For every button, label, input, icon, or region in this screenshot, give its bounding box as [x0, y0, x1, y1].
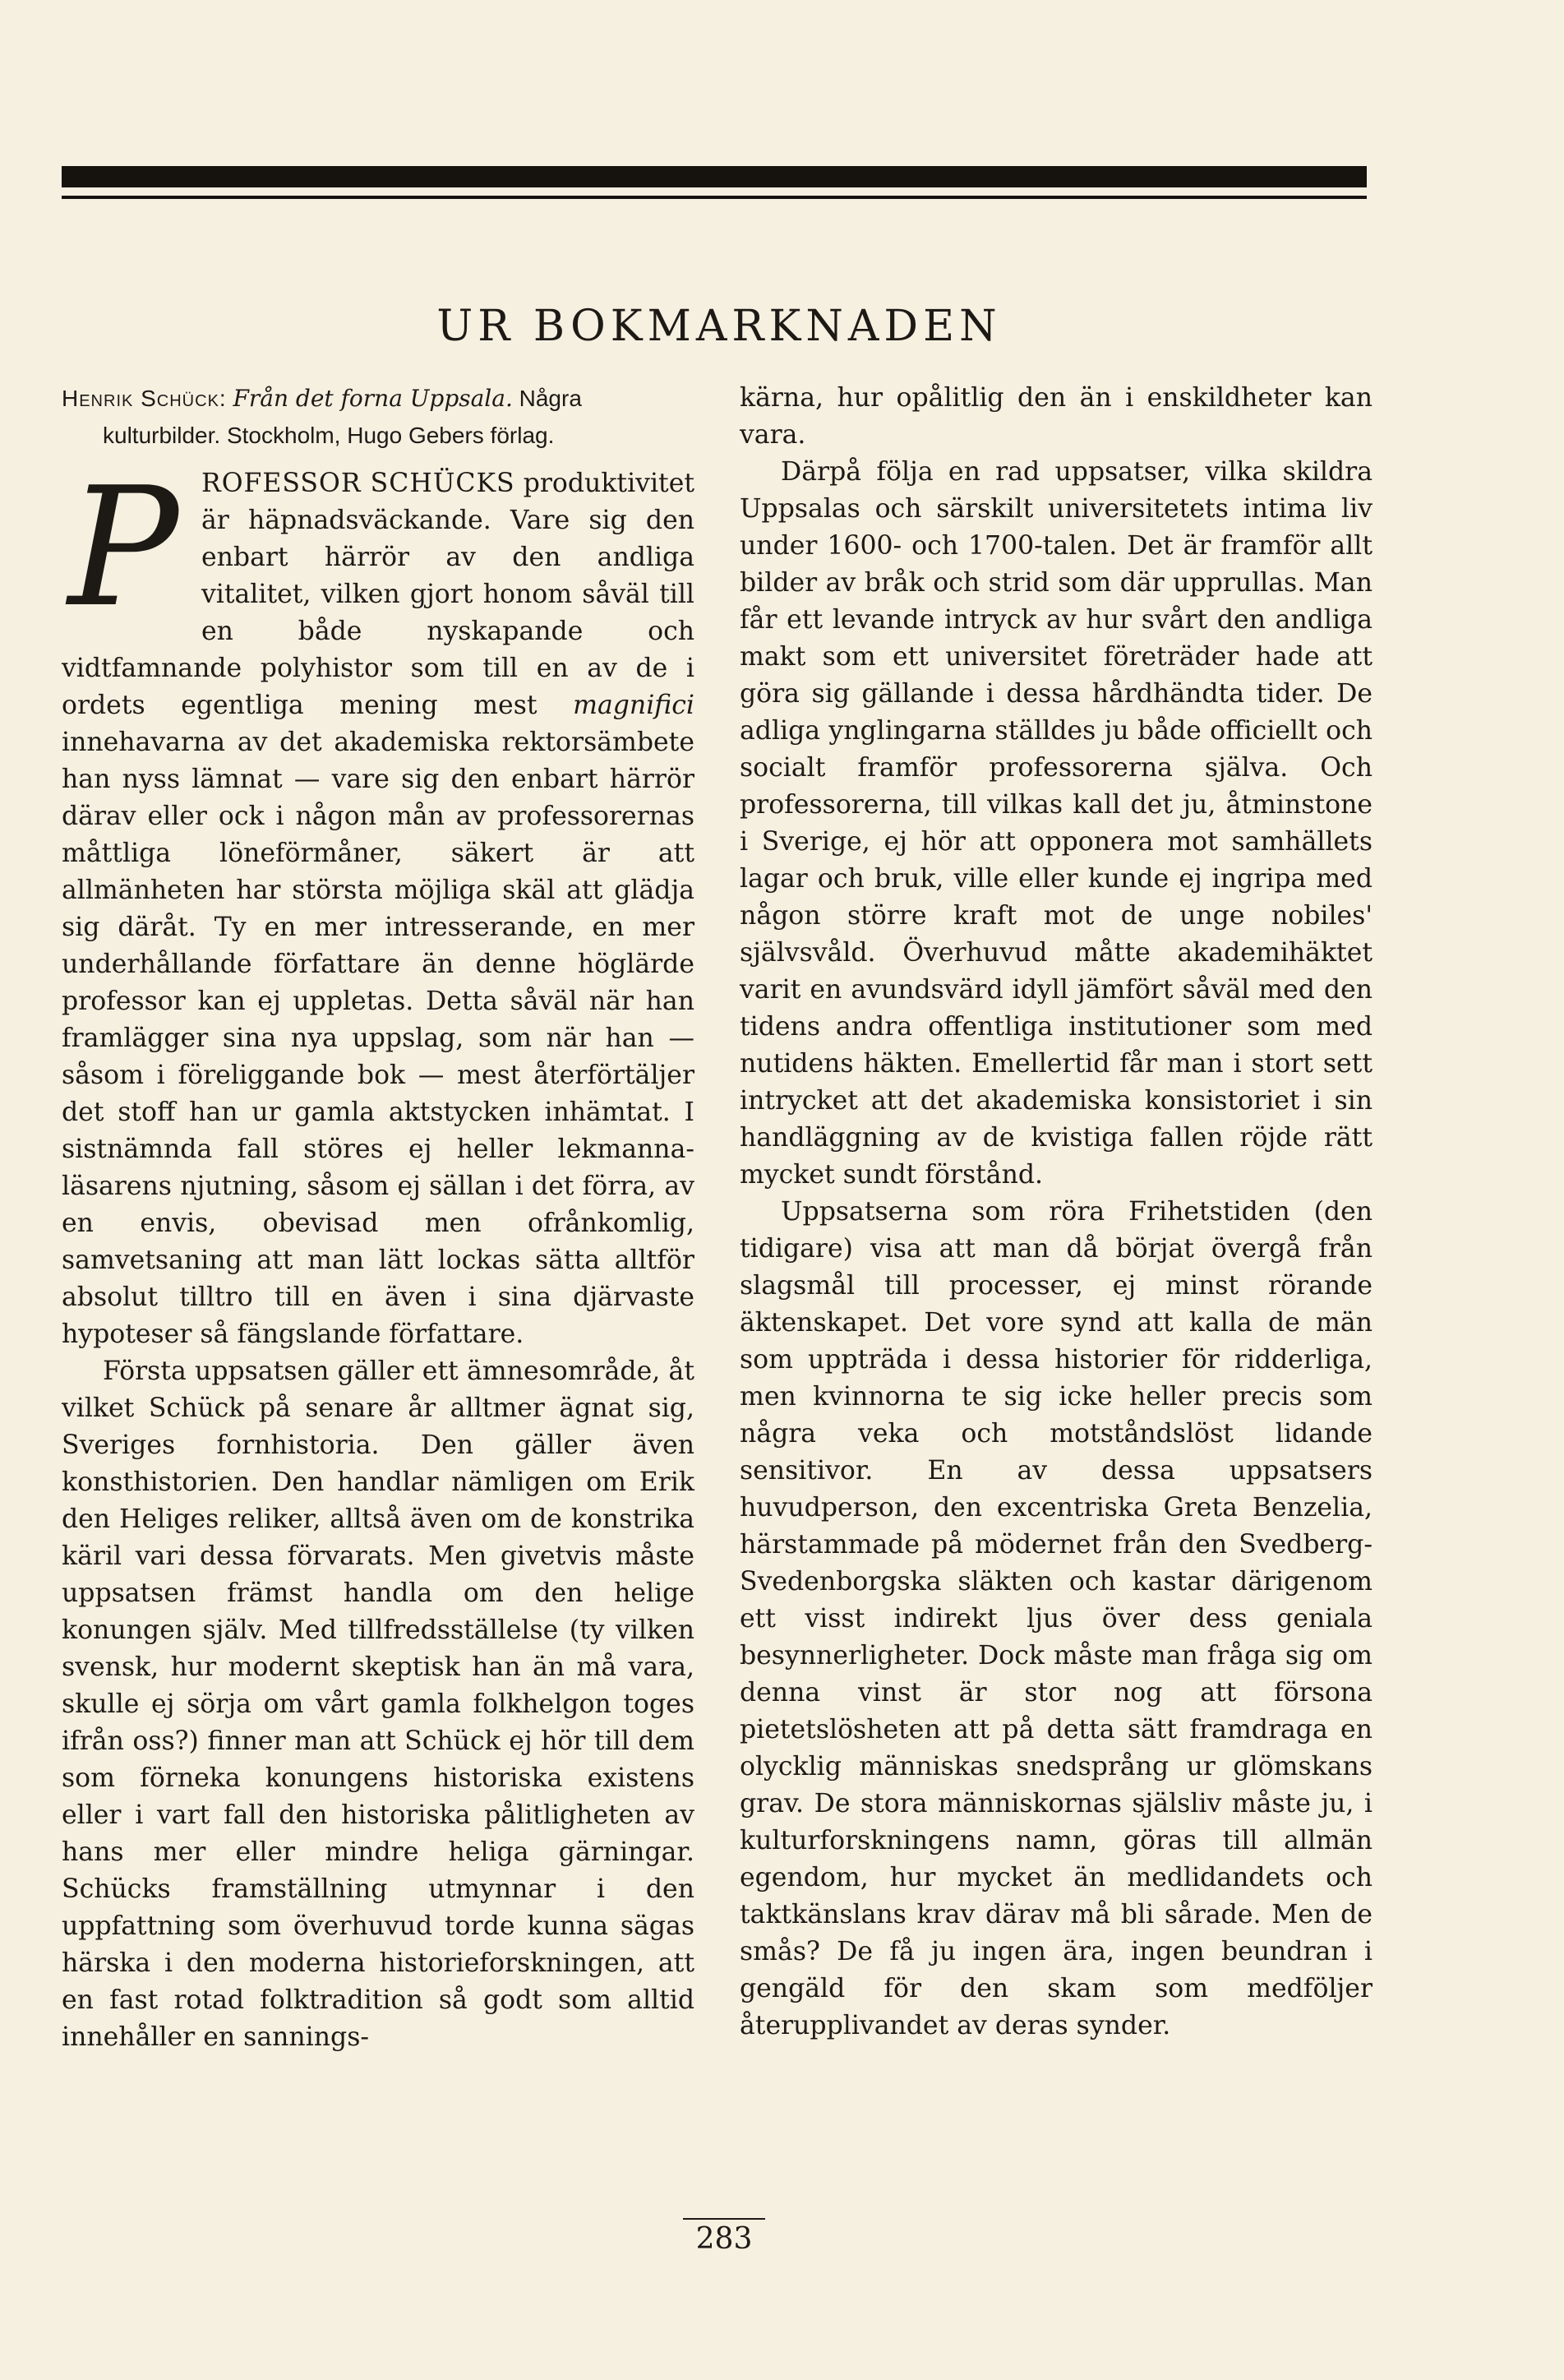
paragraph-1-text-a: produktivitet är häpnadsväckande. Vare sig den enbart härrör av den andliga vitalitet, vilken gjort honom såväl till en både nyskapande och vidtfamnande polyhistor som till en av de i ordets egentliga mening mest	[62, 469, 694, 720]
paragraph-1	[62, 452, 694, 1353]
paragraph-1-italic: magnifici	[573, 691, 694, 720]
review-heading	[62, 380, 694, 454]
paragraph-2: Första uppsatsen gäller ett ämnesområde, åt vilket Schück på senare år alltmer ägnat sig, Sveriges fornhistoria. Den gäller även konsthistorien. Den handlar nämligen om Erik den Heliges reliker, alltså även om de konstrika käril vari dessa förvarats. Men givetvis måste uppsatsen främst handla om den helige konungen själv. Med tillfredsställelse (ty vilken svensk, hur modernt skeptisk han än må vara, skulle ej sörja om vårt gamla folkhelgon toges ifrån oss?) finner man att Schück ej hör till dem som förneka konungens historiska existens eller i vart fall den historiska pålitligheten av hans mer eller mindre heliga gärningar. Schücks framställning utmynnar i den uppfattning som överhuvud torde kunna sägas härska i den moderna historieforskningen, att en fast rotad folktradition så godt som alltid innehåller en sannings-	[62, 1356, 694, 2052]
review-author: Henrik Schück:	[62, 386, 227, 411]
paragraph-2-continued: kärna, hur opålitlig den än i enskildheter kan vara.	[740, 383, 1373, 450]
drop-cap: P	[67, 452, 179, 644]
review-book-title: Från det forna Uppsala.	[233, 385, 513, 412]
review-publication-info: Några kulturbilder. Stockholm, Hugo Gebers förlag.	[103, 386, 582, 448]
left-column	[62, 380, 694, 2056]
right-column	[740, 380, 1373, 2045]
header-rule-thick	[62, 166, 1367, 187]
paragraph-3: Därpå följa en rad uppsatser, vilka skildra Uppsalas och särskilt universitetets intima liv under 1600- och 1700-talen. Det är framför allt bilder av bråk och strid som där upprullas. Man får ett levande intryck av hur svårt den andliga makt som ett universitet företräder hade att göra sig gällande i dessa hårdhändta tider. De adliga ynglingarna ställdes ju både officiellt och socialt framför professorerna själva. Och professorerna, till vilkas kall det ju, åtminstone i Sverige, ej hör att opponera mot samhällets lagar och bruk, ville eller kunde ej ingripa med någon större kraft mot de unge nobiles' självsvåld. Överhuvud måtte akademihäktet varit en avundsvärd idyll jämfört såväl med den tidens andra offentliga institutioner som med nutidens häkten. Emellertid får man i stort sett intrycket att det akademiska konsistoriet i sin handläggning av de kvistiga fallen röjde rätt mycket sundt förstånd.	[740, 457, 1373, 1190]
paragraph-4: Uppsatserna som röra Frihetstiden (den tidigare) visa att man då börjat övergå från slagsmål till processer, ej minst rörande äktenskapet. Det vore synd att kalla de män som uppträda i dessa historier för ridderliga, men kvinnorna te sig icke heller precis som några veka och motståndslöst lidande sensitivor. En av dessa uppsatsers huvudperson, den excentriska Greta Benzelia, härstammade på mödernet från den Svedberg-Svedenborgska släkten och kastar därigenom ett visst indirekt ljus över dess geniala besynnerligheter. Dock måste man fråga sig om denna vinst är stor nog att försona pietetslösheten att på detta sätt framdraga en olycklig människas snedsprång ur glömskans grav. De stora människornas själsliv måste ju, i kulturforskningens namn, göras till allmän egendom, hur mycket än medlidandets och taktkänslans krav därav må bli sårade. Men de smås? De få ju ingen ära, ingen beundran i gengäld för den skam som medföljer återupplivandet av deras synder.	[740, 1197, 1373, 2040]
paragraph-1-text-b: innehavarna av det akademiska rektorsämbete han nyss lämnat — vare sig den enbart härrör därav eller ock i någon mån av professorernas måttliga löneförmåner, säkert är att allmänheten har största möjliga skäl att glädja sig däråt. Ty en mer intresserande, en mer underhållande författare än denne höglärde professor kan ej uppletas. Detta såväl när han framlägger sina nya uppslag, som när han — såsom i föreliggande bok — mest återförtäljer det stoff han ur gamla aktstycken inhämtat. I sistnämnda fall störes ej heller lekmanna-läsarens njutning, såsom ej sällan i det förra, av en envis, obevisad men ofrånkomlig, samvetsaning att man lätt lockas sätta alltför absolut tilltro till en även i sina djärvaste hypoteser så fängslande författare.	[62, 728, 694, 1349]
opening-caps: ROFESSOR SCHÜCKS	[201, 469, 515, 498]
section-title: UR BOKMARKNADEN	[436, 302, 1002, 351]
page-number: 283	[683, 2218, 765, 2258]
header-rule-thin	[62, 196, 1367, 199]
